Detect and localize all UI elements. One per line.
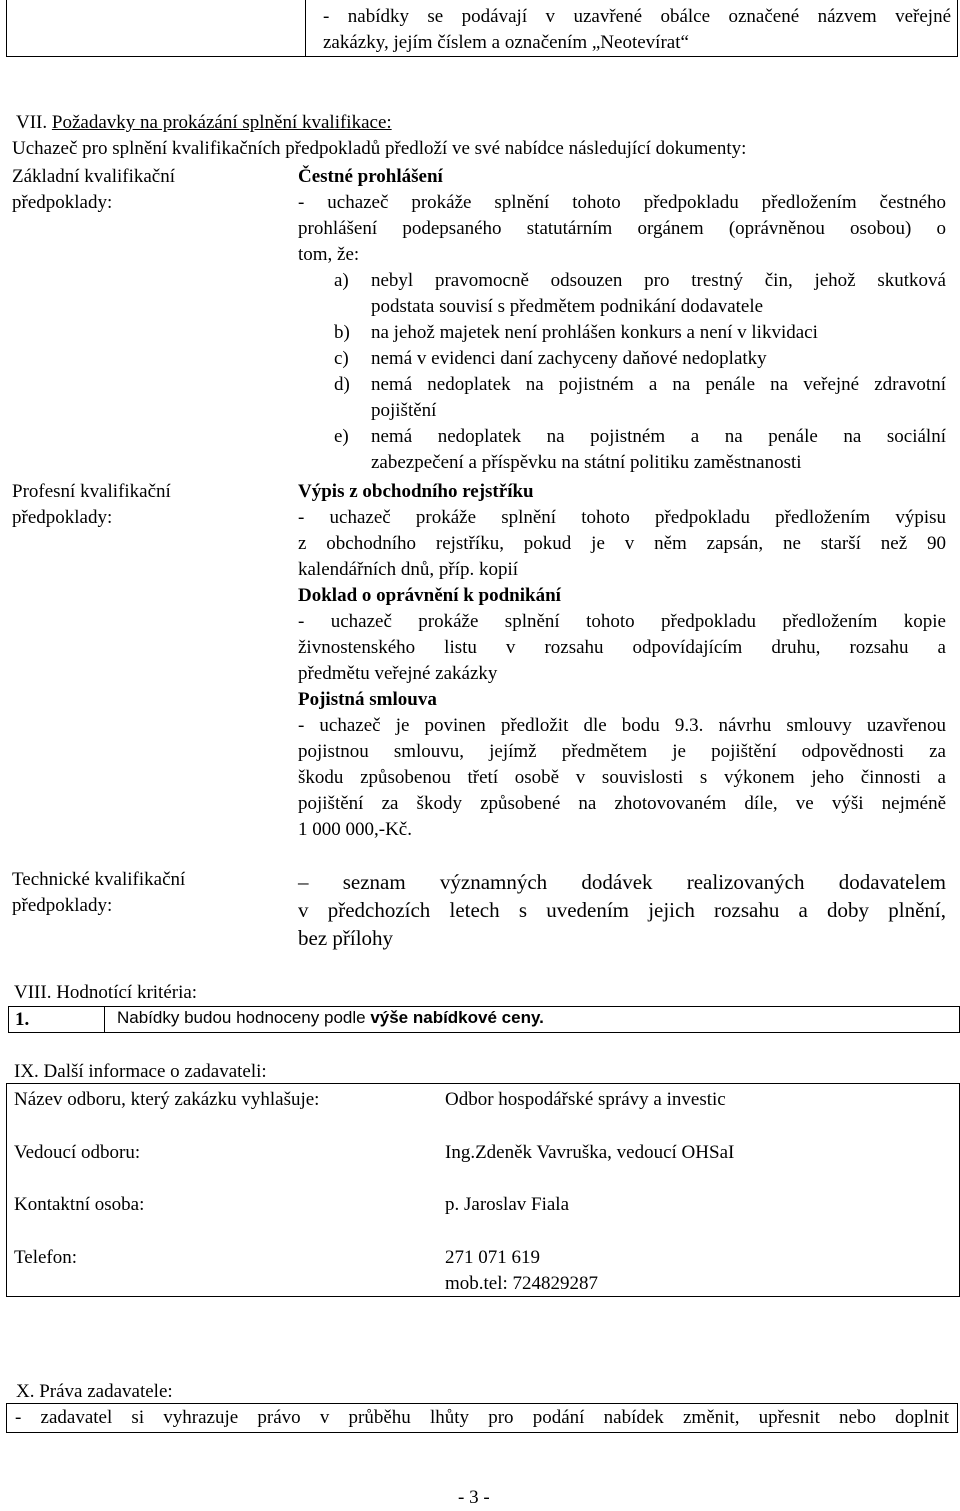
criteria-text-plain: Nabídky budou hodnoceny podle bbox=[117, 1008, 371, 1027]
section-7-intro: Uchazeč pro splnění kvalifikačních předpokladů předloží ve své nabídce následující dokumenty: bbox=[12, 138, 747, 159]
professional-p2-line: předmětu veřejné zakázky bbox=[298, 663, 498, 684]
page-number: - 3 - bbox=[458, 1487, 490, 1508]
basic-label-line-2: předpoklady: bbox=[12, 192, 113, 213]
list-line-1: nebyl pravomocně odsouzen pro trestný čin, jehož skutková bbox=[371, 270, 946, 291]
basic-text-2: prohlášení podepsaného statutárním orgánem (oprávněnou osobou) o bbox=[298, 218, 946, 239]
section-7-heading bbox=[16, 110, 392, 136]
list-line-1: nemá v evidenci daní zachyceny daňové nedoplatky bbox=[371, 348, 767, 369]
top-box-text bbox=[323, 4, 951, 56]
rights-text: - zadavatel si vyhrazuje právo v průběhu lhůty pro podání nabídek změnit, upřesnit nebo doplnit bbox=[15, 1407, 949, 1428]
list-marker: d) bbox=[334, 374, 350, 395]
list-text bbox=[371, 372, 946, 424]
list-line-1: nemá nedoplatek na pojistném a na penále na sociální bbox=[371, 426, 946, 447]
info-value-head: Ing.Zdeněk Vavruška, vedoucí OHSaI bbox=[445, 1142, 735, 1163]
list-line-2: pojištění bbox=[371, 400, 437, 421]
basic-label bbox=[12, 164, 282, 216]
info-label-department: Název odboru, který zakázku vyhlašuje: bbox=[14, 1089, 320, 1110]
list-line-2: podstata souvisí s předmětem podnikání dodavatele bbox=[371, 296, 764, 317]
criteria-table bbox=[8, 1006, 960, 1033]
list-item bbox=[334, 268, 946, 320]
technical-label-line-2: předpoklady: bbox=[12, 895, 113, 916]
list-marker: e) bbox=[334, 426, 349, 447]
professional-content bbox=[298, 479, 946, 843]
professional-label-line-1: Profesní kvalifikační bbox=[12, 481, 171, 502]
professional-label-line-2: předpoklady: bbox=[12, 507, 113, 528]
professional-heading-1: Výpis z obchodního rejstříku bbox=[298, 481, 534, 502]
list-item bbox=[334, 372, 946, 424]
technical-line: v předchozích letech s uvedením jejich rozsahu a doby plnění, bbox=[298, 898, 946, 922]
basic-list bbox=[298, 268, 946, 476]
professional-p3-line: pojištění za škody způsobené na zhotovovaném díle, ve výši nejméně bbox=[298, 793, 946, 814]
criteria-text-bold: výše nabídkové ceny. bbox=[370, 1008, 544, 1027]
info-label-head: Vedoucí odboru: bbox=[14, 1142, 141, 1163]
technical-content bbox=[298, 868, 946, 952]
professional-p3-line: 1 000 000,-Kč. bbox=[298, 819, 412, 840]
section-9-title: IX. Další informace o zadavateli: bbox=[14, 1061, 267, 1082]
rights-table bbox=[6, 1403, 958, 1433]
basic-text-3: tom, že: bbox=[298, 244, 360, 265]
professional-p1-line: kalendářních dnů, příp. kopií bbox=[298, 559, 519, 580]
phone-value: 271 071 619 bbox=[445, 1247, 540, 1268]
list-line-1: na jehož majetek není prohlášen konkurs a není v likvidaci bbox=[371, 322, 818, 343]
section-7-title: Požadavky na prokázání splnění kvalifikace: bbox=[51, 112, 392, 133]
professional-label bbox=[12, 479, 282, 531]
criteria-text bbox=[117, 1008, 544, 1028]
list-marker: a) bbox=[334, 270, 349, 291]
professional-p3-line: - uchazeč je povinen předložit dle bodu 9.3. návrhu smlouvy uzavřenou bbox=[298, 715, 946, 736]
list-item bbox=[334, 346, 946, 372]
section-7-number: VII. bbox=[16, 112, 48, 133]
top-table-cell bbox=[6, 0, 958, 57]
list-line-1: nemá nedoplatek na pojistném a na penále na veřejné zdravotní bbox=[371, 374, 946, 395]
top-box-line-1: - nabídky se podávají v uzavřené obálce označené názvem veřejné bbox=[323, 6, 951, 27]
professional-p3-line: škodu způsobenou třetí osobě v souvislosti s výkonem jeho činnosti a bbox=[298, 767, 946, 788]
list-marker: b) bbox=[334, 322, 350, 343]
professional-heading-3: Pojistná smlouva bbox=[298, 689, 437, 710]
list-text bbox=[371, 424, 946, 476]
professional-p1-line: z obchodního rejstříku, pokud je v něm zapsán, ne starší než 90 bbox=[298, 533, 946, 554]
professional-heading-2: Doklad o oprávnění k podnikání bbox=[298, 585, 561, 606]
technical-label bbox=[12, 867, 282, 919]
list-line-2: zabezpečení a příspěvku na státní politiku zaměstnanosti bbox=[371, 452, 802, 473]
info-label-contact: Kontaktní osoba: bbox=[14, 1194, 145, 1215]
list-text bbox=[371, 268, 946, 320]
table-divider bbox=[305, 0, 306, 56]
info-value-contact: p. Jaroslav Fiala bbox=[445, 1194, 570, 1215]
list-item bbox=[334, 424, 946, 476]
professional-p3-line: pojistnou smlouvu, jejímž předmětem je pojištění odpovědnosti za bbox=[298, 741, 946, 762]
technical-line: – seznam významných dodávek realizovaných dodavatelem bbox=[298, 870, 946, 894]
section-8-title: VIII. Hodnotící kritéria: bbox=[14, 982, 198, 1003]
professional-p2-line: - uchazeč prokáže splnění tohoto předpokladu předložením kopie bbox=[298, 611, 946, 632]
criteria-divider bbox=[104, 1007, 105, 1032]
top-box-line-2: zakázky, jejím číslem a označením „Neotevírat“ bbox=[323, 32, 689, 53]
mobile-value: mob.tel: 724829287 bbox=[445, 1273, 599, 1294]
technical-line: bez přílohy bbox=[298, 926, 394, 950]
professional-p2-line: živnostenského listu v rozsahu odpovídajícím druhu, rozsahu a bbox=[298, 637, 946, 658]
list-item bbox=[334, 320, 946, 346]
technical-label-line-1: Technické kvalifikační bbox=[12, 869, 186, 890]
criteria-number: 1. bbox=[15, 1009, 30, 1030]
professional-p1-line: - uchazeč prokáže splnění tohoto předpokladu předložením výpisu bbox=[298, 507, 946, 528]
basic-content bbox=[298, 164, 946, 476]
info-label-phone: Telefon: bbox=[14, 1247, 78, 1268]
basic-text-1: - uchazeč prokáže splnění tohoto předpokladu předložením čestného bbox=[298, 192, 946, 213]
list-marker: c) bbox=[334, 348, 349, 369]
info-value-department: Odbor hospodářské správy a investic bbox=[445, 1089, 726, 1110]
section-10-title: X. Práva zadavatele: bbox=[16, 1381, 173, 1402]
info-value-phone bbox=[445, 1245, 598, 1297]
basic-label-line-1: Základní kvalifikační bbox=[12, 166, 176, 187]
basic-heading: Čestné prohlášení bbox=[298, 166, 443, 187]
